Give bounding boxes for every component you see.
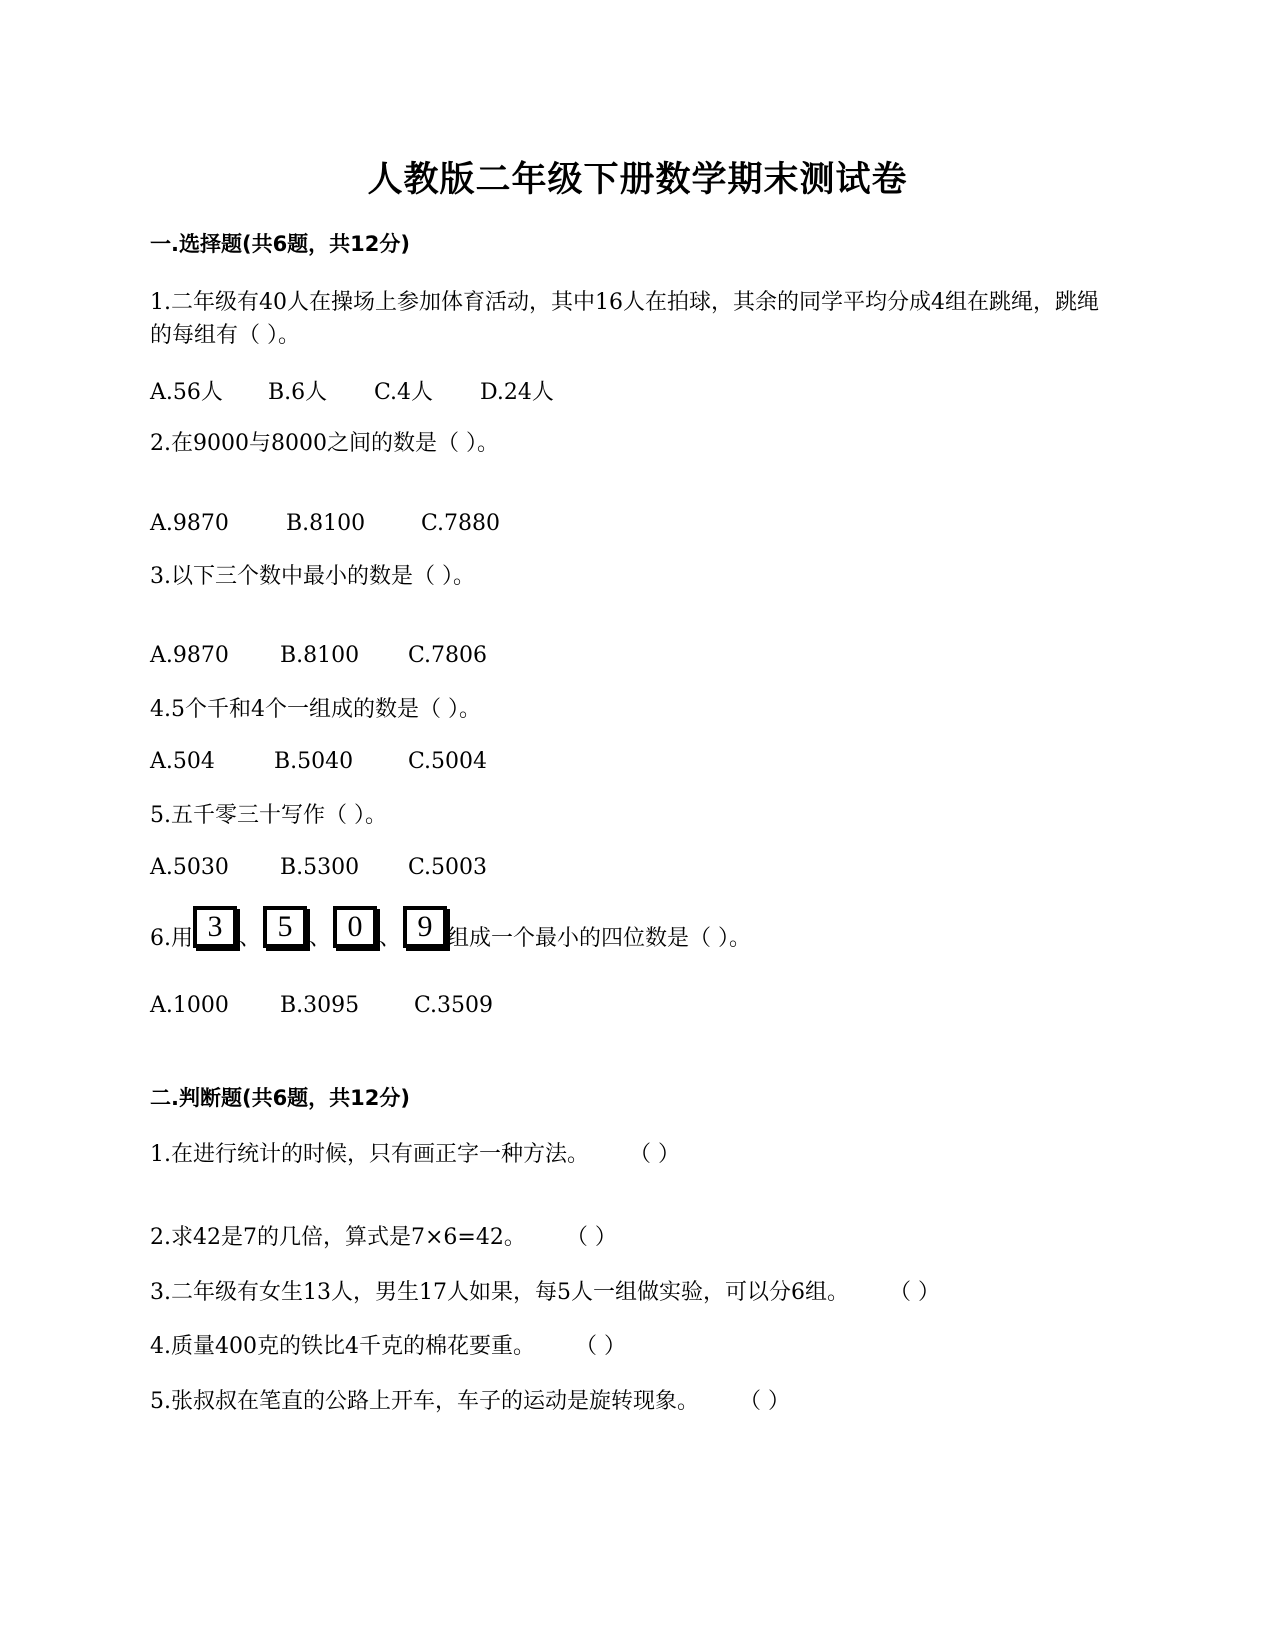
mc-question-2-options (150, 511, 500, 536)
option-c: C.5003 (408, 855, 488, 880)
tf-question-5 (150, 1385, 790, 1418)
mc-question-1: 1.二年级有40人在操场上参加体育活动，其中16人在拍球，其余的同学平均分成4组在跳绳，跳绳的每组有（ ）。 (150, 290, 1099, 348)
section-2-heading: 二.判断题(共6题，共12分) (150, 1086, 411, 1110)
mc-question-5-options (150, 855, 487, 880)
option-b: B.3095 (280, 993, 360, 1018)
answer-parentheses: （ ） (739, 1389, 790, 1414)
tf-question-3 (150, 1276, 940, 1309)
option-a: A.9870 (150, 643, 229, 668)
option-b: B.5040 (274, 749, 354, 774)
digit-card-9: 9 (403, 906, 447, 948)
mc-question-3-options (150, 643, 487, 668)
mc-question-2: 2.在9000与8000之间的数是（ ）。 (150, 431, 499, 456)
digit-card-5: 5 (263, 906, 307, 948)
option-b: B.5300 (280, 855, 360, 880)
option-c: C.7880 (421, 511, 501, 536)
digit-card-0: 0 (333, 906, 377, 948)
answer-parentheses: （ ） (574, 1334, 626, 1359)
option-b: B.6人 (268, 380, 328, 405)
mc-question-4-options (150, 749, 487, 774)
page-title: 人教版二年级下册数学期末测试卷 (367, 160, 908, 200)
tf-question-text: 4.质量400克的铁比4千克的棉花要重。 (150, 1334, 535, 1359)
section-1-heading: 一.选择题(共6题，共12分) (150, 232, 411, 256)
tf-question-1 (150, 1138, 680, 1171)
tf-question-text: 3.二年级有女生13人，男生17人如果，每5人一组做实验，可以分6组。 (150, 1280, 849, 1305)
mc-question-1-options (150, 375, 554, 406)
separator: 、 (379, 926, 402, 951)
digit-card-3: 3 (193, 906, 237, 948)
option-d: D.24人 (480, 380, 554, 405)
option-c: C.5004 (408, 749, 488, 774)
answer-parentheses: （ ） (629, 1142, 680, 1167)
option-a: A.1000 (150, 993, 229, 1018)
separator: 、 (309, 926, 332, 951)
answer-parentheses: （ ） (565, 1225, 617, 1250)
tf-question-text: 2.求42是7的几倍，算式是7×6=42。 (150, 1225, 526, 1250)
tf-question-4 (150, 1330, 626, 1363)
option-c: C.4人 (374, 380, 434, 405)
question-6-prefix: 6.用 (150, 926, 193, 951)
mc-question-5: 5.五千零三十写作（ ）。 (150, 803, 387, 828)
mc-question-6-options (150, 993, 493, 1018)
question-6-suffix: 组成一个最小的四位数是（ ）。 (447, 926, 752, 951)
option-a: A.56人 (150, 380, 223, 405)
tf-question-2 (150, 1221, 617, 1254)
separator: 、 (239, 926, 262, 951)
option-a: A.9870 (150, 511, 229, 536)
option-a: A.5030 (150, 855, 229, 880)
mc-question-6 (150, 906, 751, 952)
mc-question-4: 4.5个千和4个一组成的数是（ ）。 (150, 697, 481, 722)
option-c: C.7806 (408, 643, 488, 668)
tf-question-text: 5.张叔叔在笔直的公路上开车，车子的运动是旋转现象。 (150, 1389, 699, 1414)
mc-question-3: 3.以下三个数中最小的数是（ ）。 (150, 564, 475, 589)
answer-parentheses: （ ） (888, 1280, 940, 1305)
option-b: B.8100 (286, 511, 366, 536)
tf-question-text: 1.在进行统计的时候，只有画正字一种方法。 (150, 1142, 589, 1167)
option-c: C.3509 (414, 993, 494, 1018)
option-b: B.8100 (280, 643, 360, 668)
option-a: A.504 (150, 749, 215, 774)
